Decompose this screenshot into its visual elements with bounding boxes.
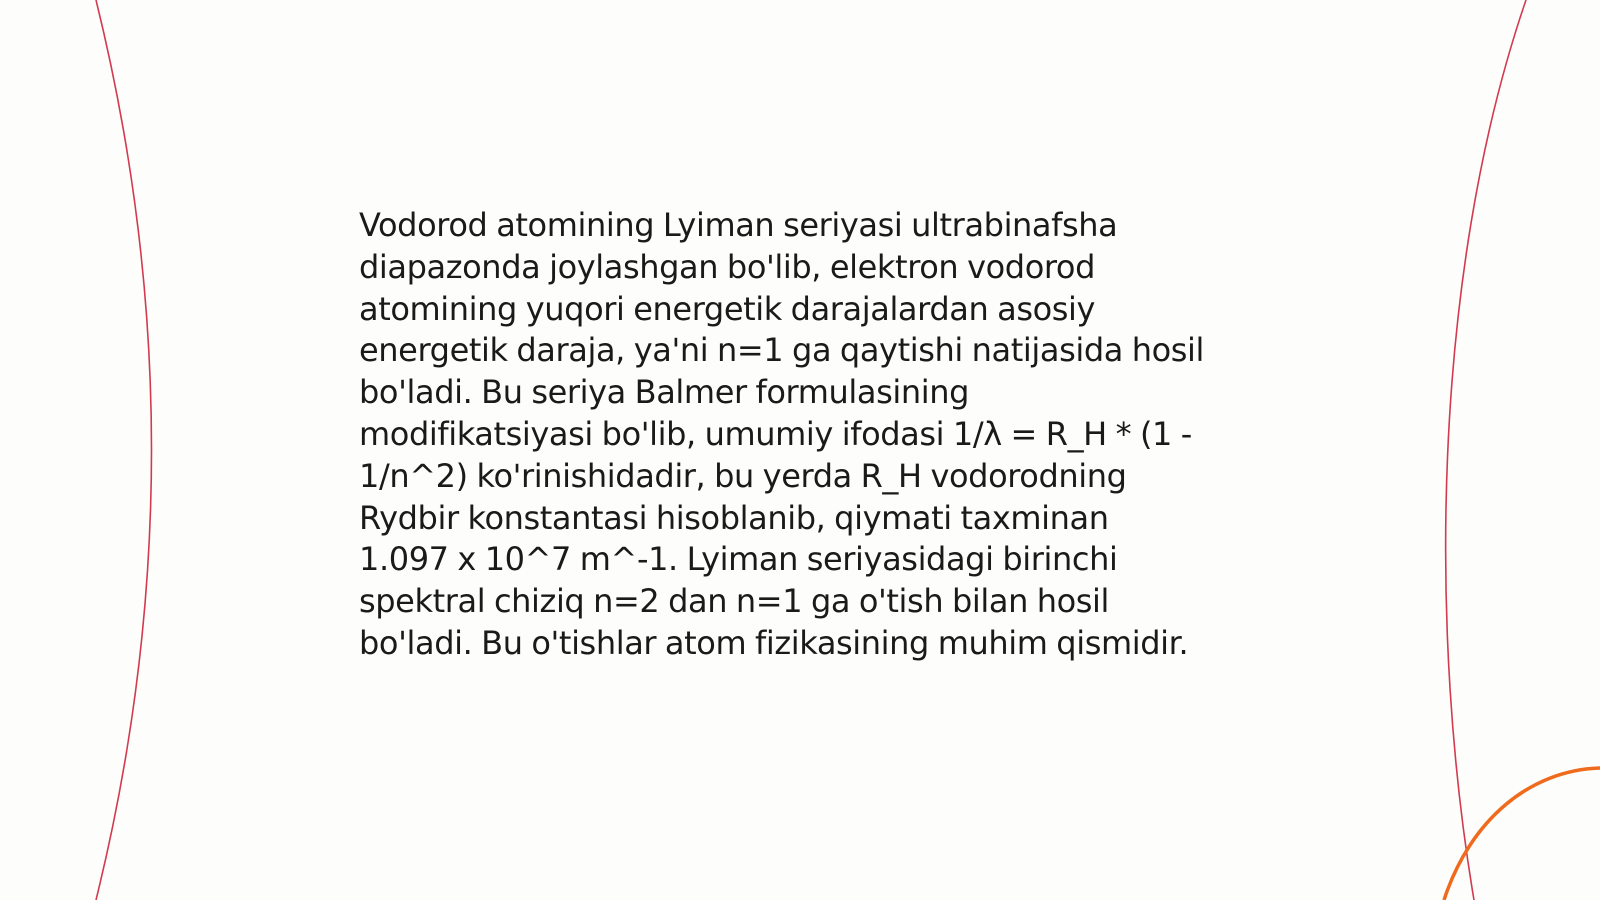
paragraph-line: bo'ladi. Bu o'tishlar atom fizikasining muhim qismidir.	[359, 623, 1189, 662]
paragraph-line: Vodorod atomining Lyiman seriyasi ultrabinafsha	[359, 206, 1118, 244]
right-curve-line	[1446, 0, 1526, 900]
paragraph-line: 1/n^2) ko'rinishidadir, bu yerda R_H vodorodning	[359, 456, 1127, 495]
left-curve-line	[96, 0, 152, 900]
accent-arc	[1444, 768, 1600, 900]
paragraph-line: modifikatsiyasi bo'lib, umumiy ifodasi 1/λ = R_H * (1 -	[359, 414, 1192, 453]
paragraph-line: Rydbir konstantasi hisoblanib, qiymati taxminan	[359, 498, 1109, 537]
paragraph-line: bo'ladi. Bu seriya Balmer formulasining	[359, 373, 970, 412]
paragraph-line: atomining yuqori energetik darajalardan asosiy	[359, 289, 1096, 328]
paragraph-line: diapazonda joylashgan bo'lib, elektron vodorod	[359, 247, 1096, 286]
paragraph-line: 1.097 x 10^7 m^-1. Lyiman seriyasidagi birinchi	[359, 540, 1118, 579]
paragraph-line: spektral chiziq n=2 dan n=1 ga o'tish bilan hosil	[359, 582, 1110, 621]
paragraph-line: energetik daraja, ya'ni n=1 ga qaytishi natijasida hosil	[359, 331, 1205, 370]
body-paragraph	[359, 205, 1239, 665]
